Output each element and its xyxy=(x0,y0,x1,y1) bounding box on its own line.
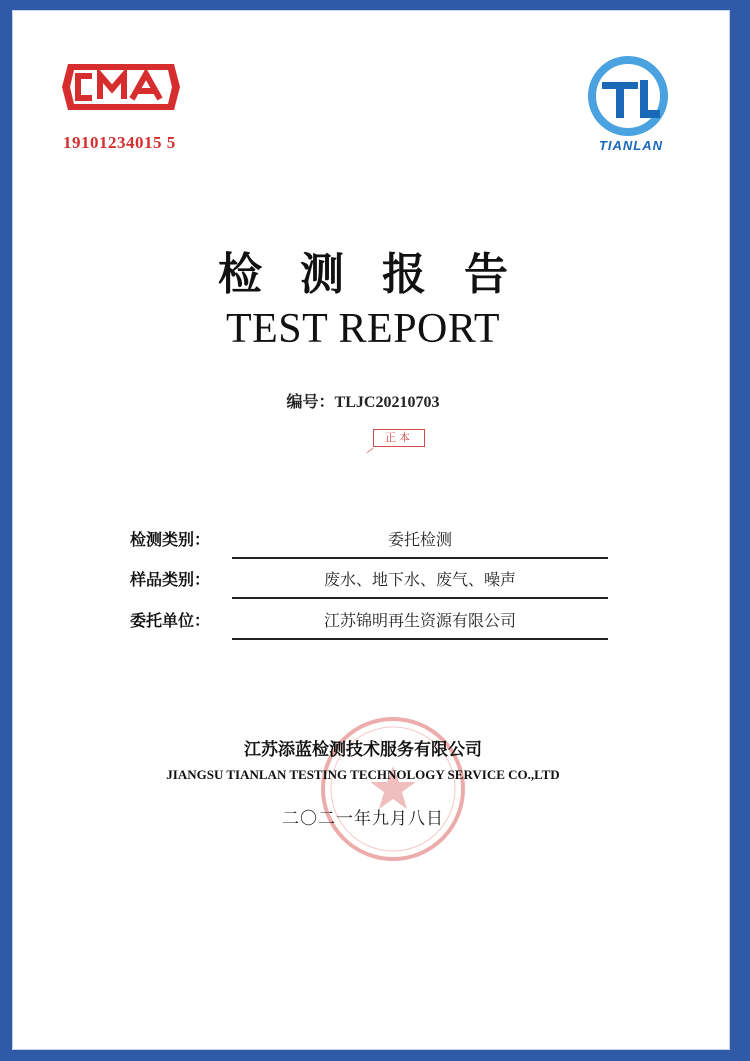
report-title-chinese: 检测报告 xyxy=(218,249,546,300)
test-category-label: 检测类别： xyxy=(130,530,211,549)
client-label: 委托单位： xyxy=(130,611,211,630)
sample-category-label: 样品类别： xyxy=(130,570,211,589)
test-category-value: 委托检测 xyxy=(387,530,452,549)
client-value: 江苏锦明再生资源有限公司 xyxy=(323,611,516,630)
cma-certificate-number: 19101234015 5 xyxy=(63,133,176,152)
sample-category-value: 废水、地下水、废气、噪声 xyxy=(323,570,516,589)
report-number-label: 编号： xyxy=(286,392,335,411)
info-row-test-category xyxy=(0,527,726,557)
client-underline xyxy=(232,638,608,640)
report-title-english: TEST REPORT xyxy=(225,306,501,352)
info-row-client xyxy=(0,608,726,638)
test-category-underline xyxy=(232,557,608,559)
report-date: 二〇二一年九月八日 xyxy=(282,809,444,829)
tianlan-wordmark: TIANLAN xyxy=(598,138,664,153)
report-number xyxy=(0,389,726,412)
cma-logo xyxy=(62,62,180,112)
info-row-sample-category xyxy=(0,567,726,597)
sample-category-underline xyxy=(232,597,608,599)
original-copy-stamp: 正本 xyxy=(373,429,425,447)
company-name-english: JIANGSU TIANLAN TESTING TECHNOLOGY SERVICE CO.,LTD xyxy=(166,767,560,782)
report-number-value: TLJC20210703 xyxy=(334,394,440,411)
company-name-chinese: 江苏添蓝检测技术服务有限公司 xyxy=(244,740,482,760)
tianlan-logo xyxy=(588,56,668,136)
